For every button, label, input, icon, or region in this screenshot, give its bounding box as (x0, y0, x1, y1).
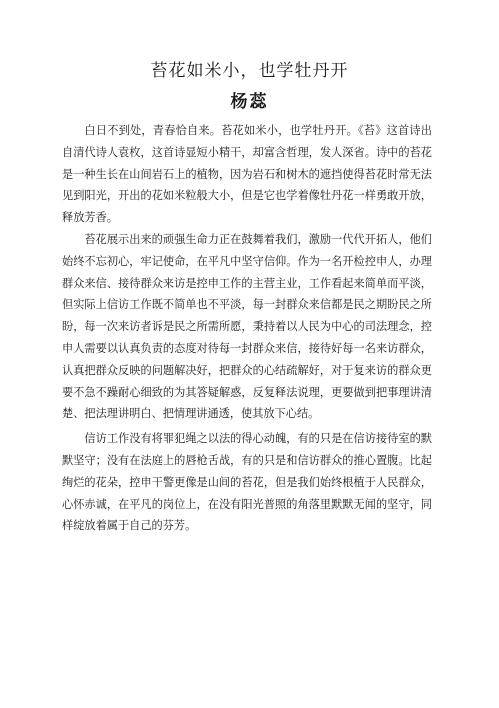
document-body (62, 120, 432, 537)
paragraph-2: 苔花展示出来的顽强生命力正在鼓舞着我们，激励一代代开拓人，他们始终不忘初心，牢记使命，在平凡中坚守信仰。作为一名开检控申人，办理群众来信、接待群众来访是控申工作的主营主业，工作看起来简单而平淡，但实际上信访工作既不简单也不平淡，每一封群众来信都是民之期盼民之所盼，每一次来访者诉是民之所需所愿，秉持着以人民为中心的司法理念，控申人需要以认真负责的态度对待每一封群众来信，接待好每一名来访群众，认真把群众反映的问题解决好，把群众的心结疏解好，对于复来访的群众更要不急不躁耐心细致的为其答疑解惑，反复释法说理，更要做到把事理讲清楚、把法理讲明白、把情理讲通透，使其放下心结。 (62, 232, 432, 421)
paragraph-1: 白日不到处，青春恰自来。苔花如米小，也学牡丹开。《苔》这首诗出自清代诗人袁枚，这首诗显短小精干，却富含哲理，发人深省。诗中的苔花是一种生长在山间岩石上的植物，因为岩石和树木的遮挡使得苔花时常无法见到阳光，开出的花如米粒般大小，但是它也学着像牡丹花一样勇敢开放，释放芳香。 (62, 124, 432, 225)
document-title: 苔花如米小，也学牡丹开 (150, 61, 349, 81)
document-author: 杨蕊 (230, 92, 269, 112)
paragraph-3: 信访工作没有将罪犯绳之以法的得心动魄，有的只是在信访接待室的默默坚守；没有在法庭上的唇枪舌战，有的只是和信访群众的推心置腹。比起绚烂的花朵，控申干警更像是山间的苔花，但是我们始终根植于人民群众，心怀赤诚，在平凡的岗位上，在没有阳光普照的角落里默默无闻的坚守，同样绽放着属于自己的芬芳。 (62, 432, 432, 533)
